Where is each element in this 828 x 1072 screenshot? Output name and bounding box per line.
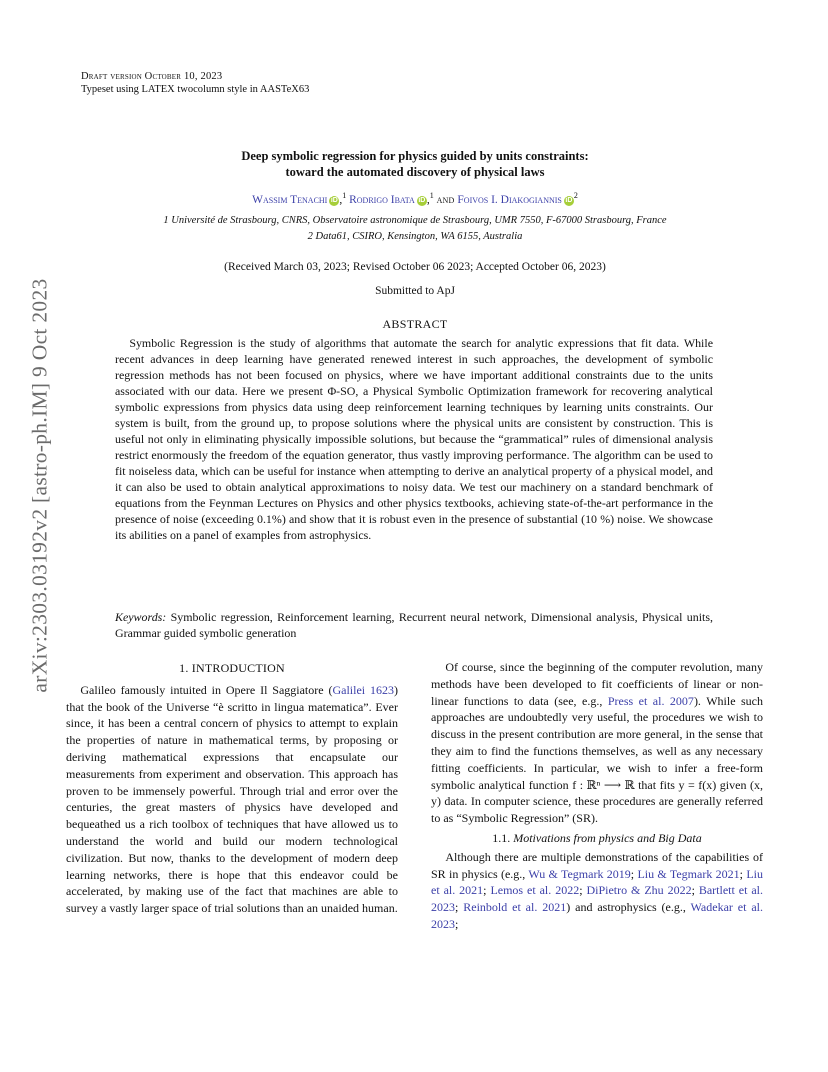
text-run: Of course, since the beginning of the computer revolution, many methods have been developed to fit coefficients of linear or non-linear functions to data (see, e.g.,: [431, 660, 763, 708]
left-column: [66, 660, 398, 917]
orcid-icon[interactable]: iD: [330, 196, 338, 204]
keywords: [115, 609, 713, 641]
subsection-heading: [431, 830, 763, 847]
author-affil-sup: 1: [342, 191, 347, 200]
draft-line: [81, 70, 309, 83]
orcid-icon[interactable]: iD: [418, 196, 426, 204]
submitted-to: Submitted to ApJ: [375, 285, 455, 297]
intro-paragraph-2: [431, 659, 763, 827]
affiliations: [110, 213, 720, 245]
right-column: [431, 659, 763, 933]
text-run: Although there are multiple demonstrations of the capabilities of SR in physics (e.g.,: [431, 849, 763, 881]
text-run: ;: [455, 916, 459, 931]
abstract-heading: ABSTRACT: [382, 317, 448, 331]
citation-link[interactable]: Press et al. 2007: [607, 693, 694, 708]
keywords-label: Keywords:: [115, 610, 167, 624]
keywords-text: Symbolic regression, Reinforcement learning, Recurrent neural network, Dimensional analysis, Physical units, Grammar guided symbolic generation: [115, 610, 713, 640]
affiliation-line: 2 Data61, CSIRO, Kensington, WA 6155, Australia: [307, 231, 523, 242]
citation-link[interactable]: Liu et al. 2021: [431, 866, 763, 898]
intro-paragraph-1: [66, 682, 398, 917]
received-dates: (Received March 03, 2023; Revised October 06 2023; Accepted October 06, 2023): [224, 261, 606, 273]
text-run: ) and astrophysics (e.g.,: [566, 900, 691, 915]
citation-link[interactable]: Reinbold et al. 2021: [463, 900, 567, 915]
author-affil-sup: 1: [429, 191, 434, 200]
author-list: Wassim Tenachi iD ,$^1$ Rodrigo Ibata iD ,$^1$ and Foivos I. Diakogiannis $iD^2$: [252, 191, 578, 206]
section-heading: 1. INTRODUCTION: [179, 661, 285, 675]
author-name[interactable]: Rodrigo Ibata: [349, 193, 415, 206]
subsection-number: 1.1.: [492, 830, 511, 845]
citation-link[interactable]: Bartlett et al. 2023: [431, 883, 764, 915]
abstract-text: Symbolic Regression is the study of algorithms that automate the search for analytic expressions that fit data. While recent advances in deep learning have generated renewed interest in such approaches, the development of symbolic regression methods has not been focused on physics, where we have important additional constraints due to the units associated with our data. Here we present Φ-SO, a Physical Symbolic Optimization framework for recovering analytical symbolic expressions from physics data using deep reinforcement learning techniques by learning units constraints. Our system is built, from the ground up, to propose solutions where the physical units are consistent by construction. This is useful not only in eliminating physically impossible solutions, but because the “grammatical” rules of dimensional analysis restrict enormously the freedom of the equation generator, thus vastly improving performance. The algorithm can be used to fit noiseless data, which can be useful for instance when attempting to derive an analytical property of a physical model, and it can also be used to obtain analytical approximations to noisy data. We test our machinery on a standard benchmark of equations from the Feynman Lectures on Physics and other physics textbooks, achieving state-of-the-art performance in the presence of noise (exceeding 0.1%) and show that it is robust even in the presence of substantial (10 %) noise. We showcase its abilities on a panel of examples from astrophysics.: [115, 336, 713, 542]
header: [81, 70, 309, 96]
author-affil-sup: 2: [573, 191, 578, 200]
author-conjunction: and: [436, 193, 455, 206]
intro-paragraph-3: Although there are multiple demonstrations of the capabilities of SR in physics (e.g., Wu & Tegmark 2019; Liu & Tegmark 2021; Liu et al. 2021; Lemos et al. 2022; DiPietro & Zhu 2022; Bartlett et al. 2023; Reinbold et al. 2021) and astrophysics (e.g., Wadekar et al. 2023;: [431, 849, 764, 931]
orcid-icon[interactable]: iD: [565, 196, 573, 204]
citation-link[interactable]: Lemos et al. 2022: [490, 883, 580, 898]
draft-date: October 10, 2023: [144, 71, 223, 82]
title-line-2: toward the automated discovery of physical laws: [285, 165, 545, 179]
author-name[interactable]: Foivos I. Diakogiannis: [457, 193, 562, 206]
paper-title: [120, 148, 710, 180]
citation-link[interactable]: DiPietro & Zhu 2022: [586, 883, 692, 898]
citation-link[interactable]: Liu & Tegmark 2021: [637, 866, 740, 881]
typeset-line: Typeset using LATEX twocolumn style in AASTeX63: [81, 84, 310, 95]
title-line-1: Deep symbolic regression for physics guided by units constraints:: [241, 149, 589, 163]
affiliation-line: 1 Université de Strasbourg, CNRS, Observatoire astronomique de Strasbourg, UMR 7550, F-67000 Strasbourg, France: [163, 215, 667, 226]
text-run: ) that the book of the Universe “è scritto in lingua matematica”. Ever since, it has been a central concern of physics to attempt to explain the properties of nature in mathematical terms, by proposing or deriving mathematical expressions that encapsulate our measurements from experiment and observation. This approach has proven to be immensely powerful. Through trial and error over the centuries, the great masters of physics have developed and bequeathed us a rich toolbox of techniques that have allowed us to understand the world and build our modern technological civilization. But now, thanks to the development of modern deep learning networks, there is hope that this endeavor could be accelerated, by making use of the fact that machines are able to survey a vastly larger space of trial solutions than an unaided human.: [66, 682, 398, 916]
author-name[interactable]: Wassim Tenachi: [252, 193, 328, 206]
citation-link[interactable]: Wu & Tegmark 2019: [528, 866, 631, 881]
arxiv-sidebar: [18, 270, 62, 700]
subsection-title: Motivations from physics and Big Data: [513, 830, 702, 845]
draft-label: Draft version: [81, 71, 143, 82]
text-run: Galileo famously intuited in Opere Il Saggiatore (: [80, 682, 333, 697]
arxiv-id: arXiv:2303.03192v2 [astro-ph.IM] 9 Oct 2023: [27, 277, 52, 693]
citation-link[interactable]: Wadekar et al. 2023: [431, 900, 763, 931]
citation-link[interactable]: Galilei 1623: [332, 682, 394, 697]
text-run: ). While such approaches are undoubtedly very useful, the procedures we wish to discuss in the present contribution are more general, in the sense that they aim to find the functions themselves, as well as any necessary fitting coefficients. In particular, we wish to infer a free-form symbolic analytical function f : ℝⁿ ⟶ ℝ that fits y = f(x) given (x, y) data. In computer science, these procedures are generally referred to as “Symbolic Regression” (SR).: [431, 693, 763, 826]
